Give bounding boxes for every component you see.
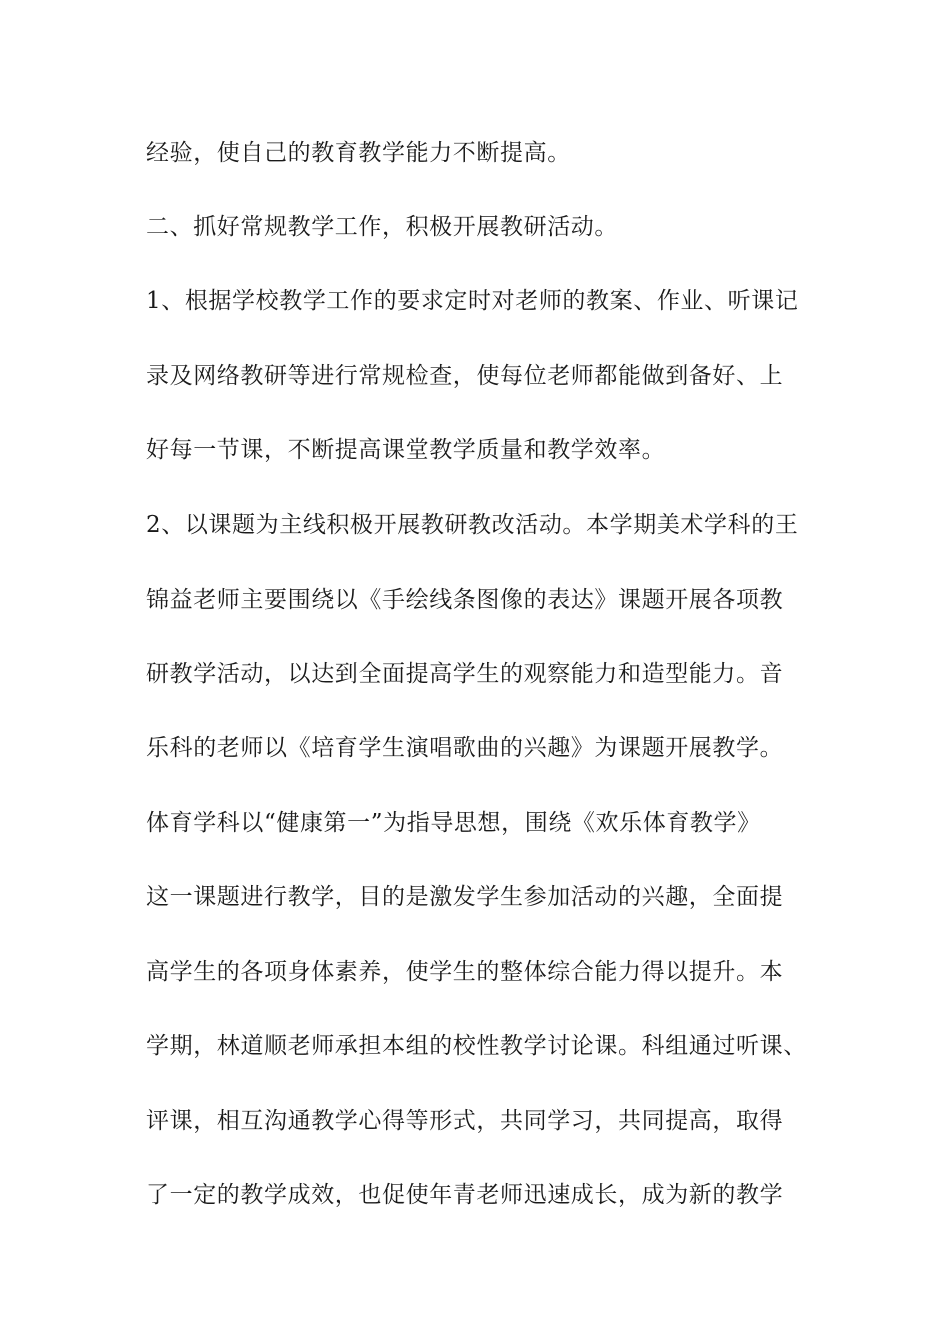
text-line-10: 体育学科以“健康第一”为指导思想，围绕《欢乐体育教学》 bbox=[146, 810, 761, 836]
text-line-6: 2、以课题为主线积极开展教研教改活动。本学期美术学科的王 bbox=[146, 512, 799, 538]
text-line-4: 录及网络教研等进行常规检查，使每位老师都能做到备好、上 bbox=[146, 363, 784, 389]
text-line-9: 乐科的老师以《培育学生演唱歌曲的兴趣》为课题开展教学。 bbox=[146, 735, 784, 761]
text-line-1: 经验，使自己的教育教学能力不断提高。 bbox=[146, 140, 571, 166]
text-line-13: 学期，林道顺老师承担本组的校性教学讨论课。科组通过听课、 bbox=[146, 1033, 807, 1059]
section-heading: 二、抓好常规教学工作，积极开展教研活动。 bbox=[146, 214, 618, 240]
text-line-15: 了一定的教学成效，也促使年青老师迅速成长，成为新的教学 bbox=[146, 1182, 784, 1208]
text-line-11: 这一课题进行教学，目的是激发学生参加活动的兴趣，全面提 bbox=[146, 884, 784, 910]
text-line-7: 锦益老师主要围绕以《手绘线条图像的表达》课题开展各项教 bbox=[146, 587, 784, 613]
text-line-3: 1、根据学校教学工作的要求定时对老师的教案、作业、听课记 bbox=[146, 288, 799, 314]
text-line-8: 研教学活动，以达到全面提高学生的观察能力和造型能力。音 bbox=[146, 661, 784, 687]
text-line-5: 好每一节课，不断提高课堂教学质量和教学效率。 bbox=[146, 437, 666, 463]
text-line-12: 高学生的各项身体素养，使学生的整体综合能力得以提升。本 bbox=[146, 959, 784, 985]
text-line-14: 评课，相互沟通教学心得等形式，共同学习，共同提高，取得 bbox=[146, 1108, 784, 1134]
